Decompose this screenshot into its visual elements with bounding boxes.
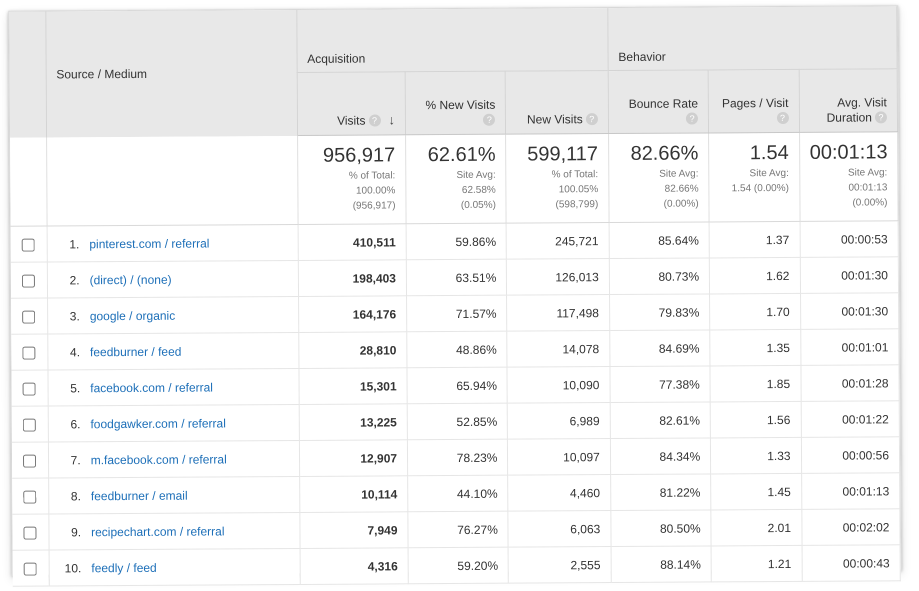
row-visits: 12,907 bbox=[299, 440, 408, 477]
row-index: 5. bbox=[70, 380, 81, 395]
row-checkbox[interactable] bbox=[24, 490, 37, 503]
totals-new-visits-sub2: 100.05% bbox=[558, 184, 599, 196]
metric-header-new-visits-label: New Visits ? bbox=[516, 112, 597, 127]
row-source-cell bbox=[48, 404, 299, 442]
source-link[interactable]: facebook.com / referral bbox=[90, 379, 213, 395]
metric-header-new-visits[interactable] bbox=[506, 71, 609, 135]
row-new-visits: 14,078 bbox=[507, 331, 610, 368]
row-new-visits-pct: 48.86% bbox=[407, 331, 508, 368]
row-pages-per-visit: 1.56 bbox=[710, 401, 801, 438]
row-pages-per-visit: 2.01 bbox=[711, 509, 802, 546]
row-visits: 7,949 bbox=[299, 512, 408, 549]
row-bounce-rate: 88.14% bbox=[611, 546, 712, 583]
totals-visits-sub2: 100.00% bbox=[355, 185, 396, 197]
row-new-visits: 126,013 bbox=[507, 259, 610, 296]
row-new-visits: 10,090 bbox=[507, 367, 610, 404]
row-bounce-rate: 77.38% bbox=[610, 366, 711, 403]
row-checkbox-cell[interactable] bbox=[12, 514, 48, 550]
totals-new-visits-sub1: % of Total: bbox=[551, 169, 599, 181]
totals-visits-value: 956,917 bbox=[322, 144, 396, 167]
metric-header-new-visits-pct-help-wrap bbox=[416, 113, 495, 128]
totals-new-visits-pct-sub1: Site Avg: bbox=[456, 169, 496, 181]
row-avg-visit-duration: 00:00:53 bbox=[800, 221, 899, 258]
row-index: 9. bbox=[71, 524, 82, 539]
row-source-cell bbox=[48, 368, 299, 406]
row-bounce-rate: 81.22% bbox=[610, 474, 711, 511]
totals-new-visits-sub3: (598,799) bbox=[555, 199, 599, 211]
row-visits: 410,511 bbox=[298, 224, 407, 261]
table-row bbox=[12, 437, 900, 478]
source-link[interactable]: recipechart.com / referral bbox=[91, 523, 225, 539]
row-new-visits: 6,989 bbox=[508, 403, 611, 440]
row-checkbox[interactable] bbox=[23, 418, 36, 431]
analytics-report-panel bbox=[8, 5, 901, 575]
row-avg-visit-duration: 00:00:43 bbox=[802, 545, 901, 582]
help-icon[interactable]: ? bbox=[875, 111, 887, 123]
row-pages-per-visit: 1.33 bbox=[711, 437, 802, 474]
table-row bbox=[12, 473, 900, 514]
row-checkbox-cell[interactable] bbox=[13, 550, 49, 586]
metric-header-visits[interactable] bbox=[297, 72, 406, 136]
totals-new-visits-pct bbox=[406, 134, 507, 224]
row-index: 10. bbox=[64, 560, 82, 575]
row-avg-visit-duration: 00:01:28 bbox=[801, 365, 900, 402]
row-bounce-rate: 84.34% bbox=[610, 438, 711, 475]
totals-row bbox=[10, 132, 898, 226]
totals-avg-visit-duration bbox=[799, 132, 898, 222]
row-visits: 198,403 bbox=[298, 260, 407, 297]
row-checkbox[interactable] bbox=[23, 346, 36, 359]
metric-header-bounce-rate[interactable] bbox=[608, 70, 709, 134]
help-icon[interactable]: ? bbox=[686, 113, 698, 125]
dimension-column-header[interactable]: Source / Medium bbox=[45, 10, 297, 137]
row-new-visits: 2,555 bbox=[508, 547, 611, 584]
totals-new-visits-pct-sub3: (0.05%) bbox=[460, 199, 496, 211]
row-avg-visit-duration: 00:01:22 bbox=[801, 401, 900, 438]
sort-descending-icon[interactable]: ↓ bbox=[388, 112, 396, 128]
row-checkbox[interactable] bbox=[22, 310, 35, 323]
row-visits: 13,225 bbox=[299, 404, 408, 441]
source-link[interactable]: (direct) / (none) bbox=[89, 272, 172, 287]
totals-visits-sub1: % of Total: bbox=[348, 170, 396, 182]
row-checkbox-cell[interactable] bbox=[11, 298, 47, 334]
row-source-cell bbox=[47, 332, 298, 370]
metric-header-bounce-rate-label: Bounce Rate bbox=[628, 96, 699, 111]
row-visits: 15,301 bbox=[299, 368, 408, 405]
row-new-visits-pct: 59.86% bbox=[406, 223, 507, 260]
table-row bbox=[11, 365, 899, 406]
row-index: 8. bbox=[70, 488, 81, 503]
row-checkbox[interactable] bbox=[22, 274, 35, 287]
help-icon[interactable]: ? bbox=[776, 112, 788, 124]
row-new-visits-pct: 76.27% bbox=[408, 511, 509, 548]
row-new-visits-pct: 52.85% bbox=[407, 403, 508, 440]
source-link[interactable]: foodgawker.com / referral bbox=[90, 415, 226, 431]
source-link[interactable]: google / organic bbox=[89, 308, 176, 323]
help-icon[interactable]: ? bbox=[586, 113, 598, 125]
row-visits: 10,114 bbox=[299, 476, 408, 513]
metric-header-bounce-rate-help-wrap bbox=[619, 112, 698, 127]
row-bounce-rate: 80.50% bbox=[611, 510, 712, 547]
traffic-sources-table bbox=[9, 6, 900, 586]
table-row bbox=[11, 329, 899, 370]
metric-header-avg-visit-duration[interactable] bbox=[799, 69, 898, 133]
totals-avg-visit-duration-sub1: Site Avg: bbox=[847, 167, 888, 179]
row-checkbox-cell[interactable] bbox=[11, 334, 47, 370]
metric-header-pages-per-visit-label: Pages / Visit bbox=[721, 95, 789, 111]
row-checkbox-cell[interactable] bbox=[11, 370, 47, 406]
table-row bbox=[11, 221, 899, 262]
row-source-cell bbox=[48, 512, 299, 550]
source-link[interactable]: pinterest.com / referral bbox=[89, 235, 210, 251]
row-visits: 164,176 bbox=[298, 296, 407, 333]
help-icon[interactable]: ? bbox=[368, 114, 380, 126]
behavior-group-header: Behavior bbox=[608, 6, 898, 70]
row-index: 6. bbox=[70, 416, 81, 431]
row-checkbox[interactable] bbox=[23, 382, 36, 395]
row-index: 3. bbox=[69, 308, 80, 323]
totals-bounce-rate-sub2: 82.66% bbox=[664, 183, 699, 195]
row-source-cell bbox=[47, 224, 298, 262]
metric-header-pages-per-visit[interactable] bbox=[708, 69, 799, 133]
row-pages-per-visit: 1.70 bbox=[710, 293, 801, 330]
totals-avg-visit-duration-value: 00:01:13 bbox=[809, 141, 888, 164]
totals-pages-per-visit-sub1: Site Avg: bbox=[749, 167, 789, 180]
totals-bounce-rate-sub3: (0.00%) bbox=[663, 198, 699, 210]
row-new-visits: 6,063 bbox=[508, 511, 611, 548]
row-pages-per-visit: 1.62 bbox=[710, 257, 801, 294]
source-link[interactable]: feedburner / email bbox=[90, 488, 188, 503]
source-link[interactable]: feedly / feed bbox=[91, 560, 157, 575]
row-bounce-rate: 85.64% bbox=[609, 222, 710, 259]
row-checkbox[interactable] bbox=[22, 238, 35, 251]
acquisition-group-header: Acquisition bbox=[296, 8, 608, 72]
row-pages-per-visit: 1.21 bbox=[711, 545, 802, 582]
table-row bbox=[12, 401, 900, 442]
totals-bounce-rate-value: 82.66% bbox=[630, 142, 699, 165]
row-avg-visit-duration: 00:01:30 bbox=[800, 257, 899, 294]
table-row bbox=[13, 545, 901, 586]
row-visits: 4,316 bbox=[300, 548, 409, 585]
row-checkbox[interactable] bbox=[24, 526, 37, 539]
row-source-cell bbox=[48, 476, 299, 514]
row-checkbox-cell[interactable] bbox=[12, 478, 48, 514]
table-row bbox=[11, 257, 899, 298]
row-avg-visit-duration: 00:01:13 bbox=[801, 473, 900, 510]
totals-checkbox-cell bbox=[10, 137, 47, 226]
metric-header-avg-visit-duration-label2: Duration ? bbox=[809, 110, 887, 125]
row-checkbox-cell[interactable] bbox=[11, 226, 47, 262]
row-avg-visit-duration: 00:02:02 bbox=[801, 509, 900, 546]
row-checkbox[interactable] bbox=[23, 454, 36, 467]
totals-pages-per-visit bbox=[709, 132, 800, 222]
totals-visits bbox=[297, 135, 406, 225]
row-new-visits-pct: 71.57% bbox=[407, 295, 508, 332]
metric-header-new-visits-pct[interactable] bbox=[405, 71, 506, 135]
row-new-visits: 10,097 bbox=[508, 439, 611, 476]
row-new-visits: 4,460 bbox=[508, 475, 611, 512]
row-pages-per-visit: 1.45 bbox=[711, 473, 802, 510]
row-bounce-rate: 79.83% bbox=[609, 294, 710, 331]
totals-pages-per-visit-value: 1.54 bbox=[749, 141, 789, 165]
row-source-cell bbox=[47, 260, 298, 298]
totals-pages-per-visit-sub2: 1.54 (0.00%) bbox=[731, 182, 789, 195]
table-row bbox=[12, 509, 900, 550]
table-row bbox=[11, 293, 899, 334]
metric-header-avg-visit-duration-label: Avg. Visit bbox=[837, 95, 887, 110]
row-new-visits-pct: 44.10% bbox=[408, 475, 509, 512]
totals-avg-visit-duration-sub3: (0.00%) bbox=[852, 197, 888, 209]
totals-avg-visit-duration-sub2: 00:01:13 bbox=[848, 182, 888, 194]
row-checkbox-cell[interactable] bbox=[12, 406, 48, 442]
row-new-visits-pct: 65.94% bbox=[407, 367, 508, 404]
row-source-cell bbox=[49, 548, 300, 586]
row-pages-per-visit: 1.37 bbox=[709, 221, 800, 258]
row-new-visits: 245,721 bbox=[507, 223, 610, 260]
row-new-visits-pct: 59.20% bbox=[408, 547, 509, 584]
row-visits: 28,810 bbox=[298, 332, 407, 369]
row-avg-visit-duration: 00:01:30 bbox=[800, 293, 899, 330]
row-index: 4. bbox=[69, 344, 81, 359]
row-checkbox-cell[interactable] bbox=[12, 442, 48, 478]
row-avg-visit-duration: 00:01:01 bbox=[800, 329, 899, 366]
totals-visits-sub3: (956,917) bbox=[352, 200, 396, 212]
row-pages-per-visit: 1.35 bbox=[710, 329, 801, 366]
row-source-cell bbox=[48, 440, 299, 478]
metric-header-new-visits-pct-label: % New Visits bbox=[425, 97, 496, 113]
help-icon[interactable]: ? bbox=[483, 114, 495, 126]
source-link[interactable]: m.facebook.com / referral bbox=[90, 451, 227, 467]
metric-header-visits-label: Visits ? ↓ bbox=[336, 112, 396, 128]
row-bounce-rate: 80.73% bbox=[609, 258, 710, 295]
row-bounce-rate: 82.61% bbox=[610, 402, 711, 439]
row-checkbox-cell[interactable] bbox=[11, 262, 47, 298]
totals-source-cell bbox=[46, 135, 298, 226]
row-new-visits-pct: 63.51% bbox=[406, 259, 507, 296]
metric-header-pages-per-visit-help-wrap bbox=[719, 111, 788, 126]
totals-new-visits bbox=[506, 134, 609, 224]
totals-new-visits-pct-value: 62.61% bbox=[427, 143, 496, 167]
group-header-row bbox=[9, 6, 897, 74]
totals-bounce-rate-sub1: Site Avg: bbox=[659, 168, 699, 180]
row-checkbox[interactable] bbox=[24, 562, 37, 575]
row-new-visits: 117,498 bbox=[507, 295, 610, 332]
totals-new-visits-pct-sub2: 62.58% bbox=[461, 184, 496, 196]
row-new-visits-pct: 78.23% bbox=[407, 439, 508, 476]
row-avg-visit-duration: 00:00:56 bbox=[801, 437, 900, 474]
select-all-header bbox=[9, 11, 46, 137]
row-index: 1. bbox=[69, 236, 80, 251]
totals-new-visits-value: 599,117 bbox=[527, 143, 599, 166]
totals-bounce-rate bbox=[608, 133, 709, 223]
row-index: 7. bbox=[70, 452, 81, 467]
row-source-cell bbox=[47, 296, 298, 334]
row-bounce-rate: 84.69% bbox=[610, 330, 711, 367]
source-link[interactable]: feedburner / feed bbox=[89, 344, 182, 359]
row-pages-per-visit: 1.85 bbox=[710, 365, 801, 402]
row-index: 2. bbox=[69, 272, 80, 287]
